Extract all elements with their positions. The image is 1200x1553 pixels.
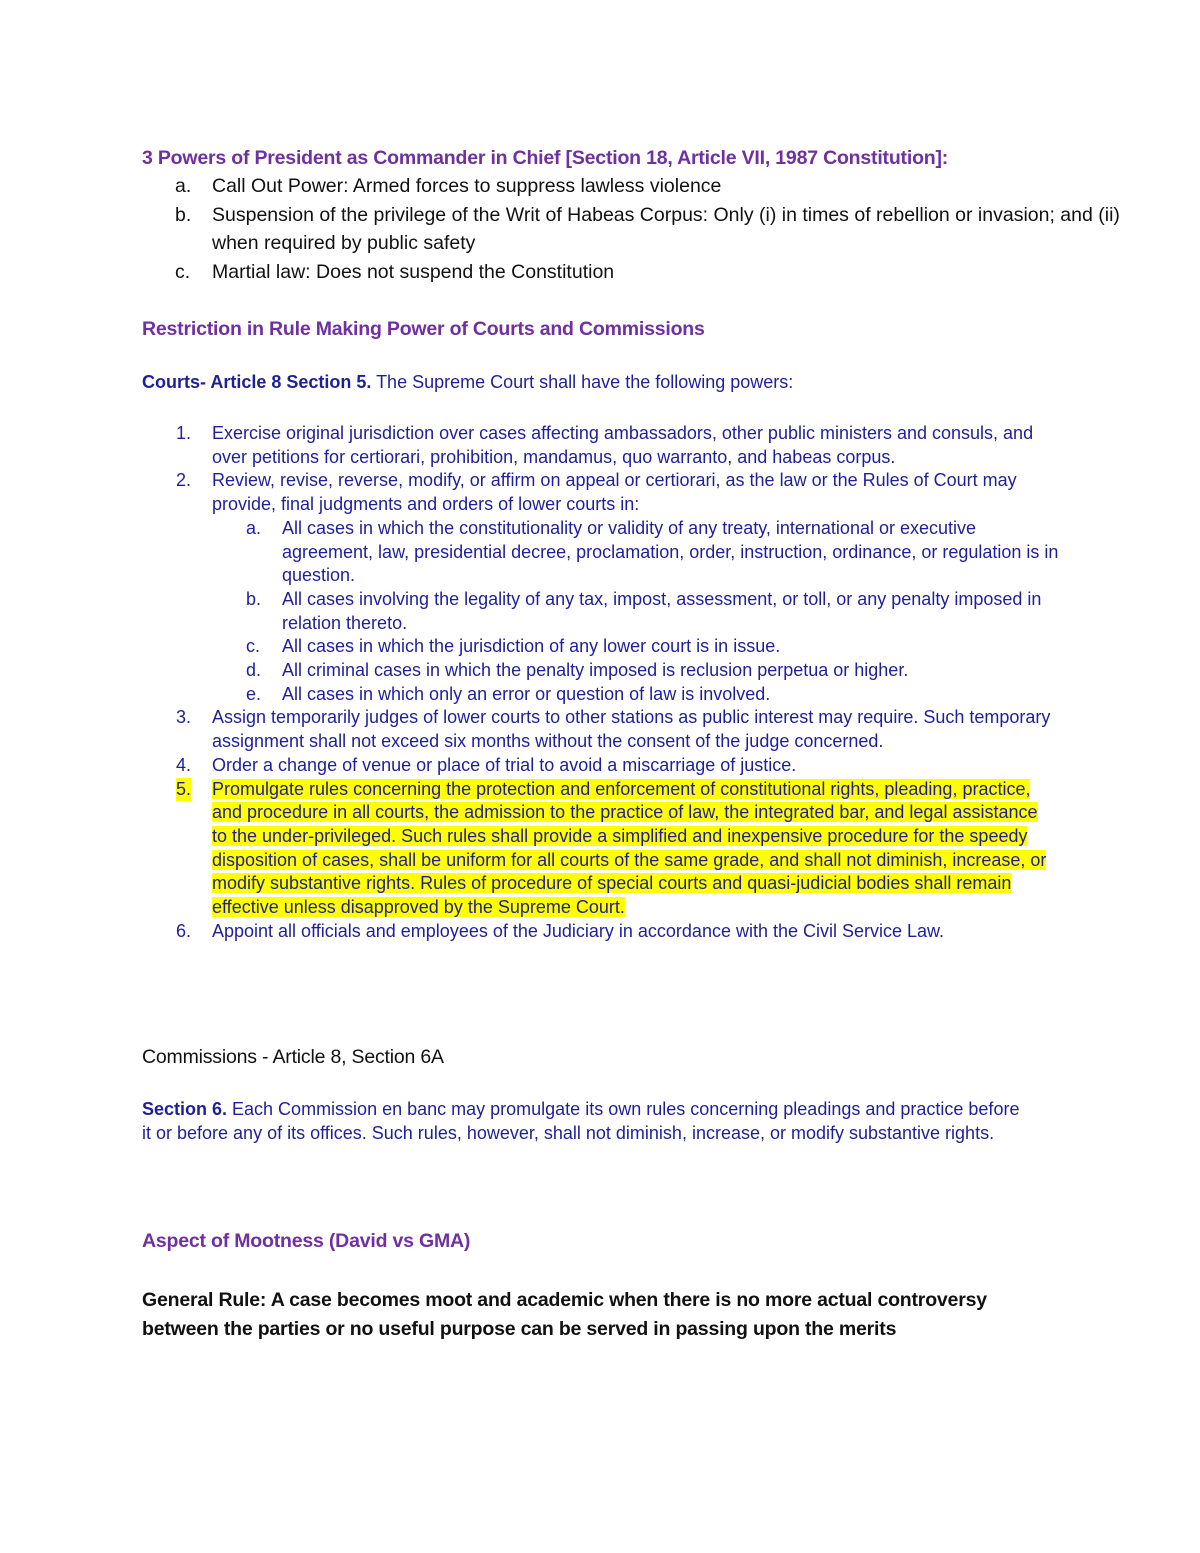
list-item [142,469,1072,516]
list-marker: b. [246,588,262,609]
courts-intro-text: The Supreme Court shall have the following powers: [371,372,794,392]
list-item-text: Suspension of the privilege of the Writ of Habeas Corpus: Only (i) in times of rebellion or invasion; and (ii) when required by public safety [212,203,1120,254]
list-item [142,258,1112,287]
highlighted-text: Promulgate rules concerning the protection and enforcement of constitutional rights, pleading, practice, and procedure in all courts, the admission to the practice of law, the integrated bar, and legal assistance to the under-privileged. Such rules shall provide a simplified and inexpensive procedure for the speedy disposition of cases, shall be uniform for all courts of the same grade, and shall not diminish, increase, or modify substantive rights. Rules of procedure of special courts and quasi-judicial bodies shall remain effective unless disapproved by the Supreme Court. [212,778,1047,918]
general-rule-label: General Rule: [142,1289,267,1311]
sub-list-item [142,659,1072,683]
list-item-text: Exercise original jurisdiction over cases affecting ambassadors, other public ministers and consuls, and over petitions for certiorari, prohibition, mandamus, quo warranto, and habeas corpus. [212,423,1034,467]
list-item-text: All cases in which only an error or question of law is involved. [282,683,771,704]
general-rule-paragraph [142,1286,1002,1343]
list-item-text: Assign temporarily judges of lower courts to other stations as public interest may require. Such temporary assignment shall not exceed six months without the consent of the judge concerned. [212,707,1051,752]
list-item [142,706,1062,753]
sub-list-item [142,635,1072,659]
section-6-paragraph [142,1098,1032,1145]
list-marker: d. [246,660,262,681]
courts-label: Courts- Article 8 Section 5. [142,372,372,392]
general-rule-text: A case becomes moot and academic when there is no more actual controversy between the parties or no useful purpose can be served in passing upon the merits [142,1289,987,1340]
list-marker: e. [246,683,262,704]
powers-list [142,172,1120,292]
list-marker: a. [246,517,262,538]
sub-list-item [142,588,1072,635]
courts-powers-list [142,422,1072,1022]
restriction-heading: Restriction in Rule Making Power of Courts and Commissions [142,318,705,340]
list-item-text: All cases in which the constitutionality or validity of any treaty, international or executive agreement, law, presidential decree, proclamation, order, instruction, ordinance, or regulation is in question. [282,517,1059,586]
sub-list-item [142,517,1062,588]
highlighted-list-item [142,778,1052,920]
list-marker: 6. [176,920,192,941]
list-marker: a. [175,175,192,197]
mootness-heading: Aspect of Mootness (David vs GMA) [142,1230,471,1252]
list-marker: 5. [176,778,191,802]
list-marker: 1. [176,423,192,443]
list-item-text: Appoint all officials and employees of the Judiciary in accordance with the Civil Service Law. [212,920,945,941]
list-item-text: Review, revise, reverse, modify, or affirm on appeal or certiorari, as the law or the Rules of Court may provide, final judgments and orders of lower courts in: [212,470,1017,515]
list-marker: 4. [176,754,192,775]
list-item-text: All cases involving the legality of any tax, impost, assessment, or toll, or any penalty imposed in relation thereto. [282,588,1042,633]
list-item-text: All cases in which the jurisdiction of any lower court is in issue. [282,636,781,657]
list-item [142,754,1062,778]
list-item-text: Call Out Power: Armed forces to suppress lawless violence [212,175,722,197]
list-item [142,201,1142,258]
list-marker: 2. [176,470,192,491]
list-item [142,172,1112,201]
section-6-text: Each Commission en banc may promulgate its own rules concerning pleadings and practice before it or before any of its offices. Such rules, however, shall not diminish, increase, or modify substantive rights. [142,1099,1020,1143]
list-item-text: Order a change of venue or place of trial to avoid a miscarriage of justice. [212,754,797,775]
list-marker: c. [246,636,261,657]
powers-heading: 3 Powers of President as Commander in Chief [Section 18, Article VII, 1987 Constitution]: [142,147,949,169]
list-item-text: All criminal cases in which the penalty imposed is reclusion perpetua or higher. [282,660,909,681]
courts-intro [142,371,1072,395]
list-item-text: Martial law: Does not suspend the Constitution [212,260,615,283]
sub-list-item [142,683,1072,707]
list-marker: b. [175,203,192,226]
section-6-label: Section 6. [142,1099,228,1119]
list-marker: c. [175,260,191,283]
list-item [142,920,1092,944]
list-marker: 3. [176,707,192,728]
commissions-heading: Commissions - Article 8, Section 6A [142,1046,444,1068]
list-item [142,422,1062,469]
